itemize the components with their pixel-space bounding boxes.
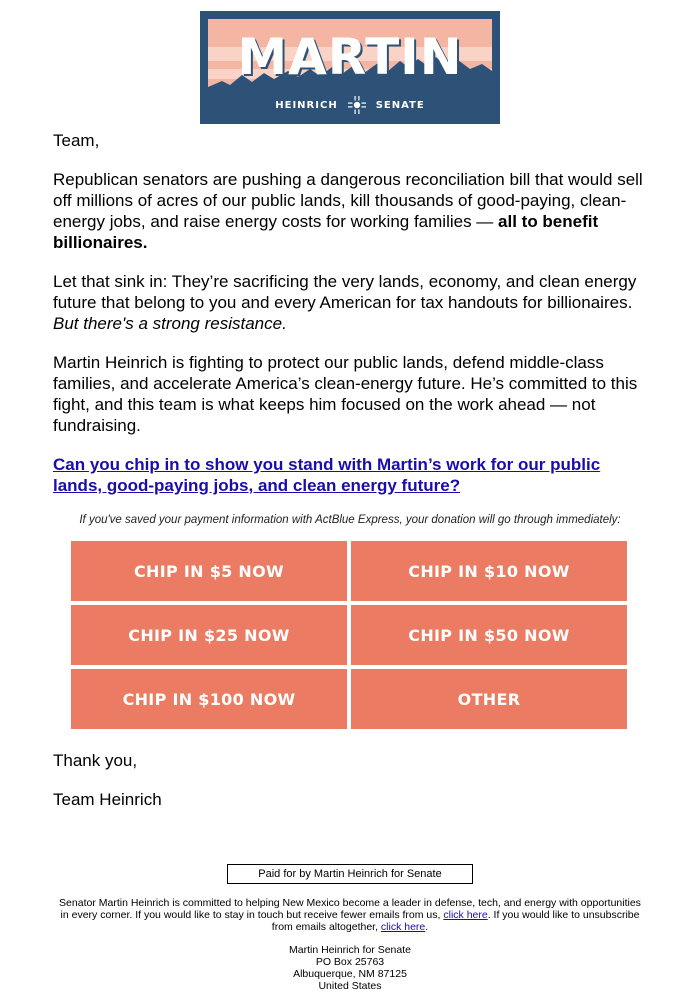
footer-text-2: . If you would like to unsubscribe from emails altogether, [271,909,640,933]
cta-paragraph [53,454,653,496]
paragraph-reconciliation-text: Republican senators are pushing a dangerous reconciliation bill that would sell off millions of acres of our public lands, kill thousands of good-paying, clean-energy jobs, and raise energy costs for working families — [53,170,643,231]
cta-donate-link[interactable]: Can you chip in to show you stand with Martin’s work for our public lands, good-paying jobs, and clean energy future? [53,455,601,495]
paragraph-heinrich: Martin Heinrich is fighting to protect our public lands, defend middle-class families, and accelerate America’s clean-energy future. He’s committed to this fight, and this team is what keeps him focused on the work ahead — not fundraising. [53,353,638,435]
paragraph-reconciliation [53,169,653,253]
mailing-address [0,944,700,992]
logo-wordmark: MARTIN [237,28,463,86]
address-line: Albuquerque, NM 87125 [293,968,407,980]
signature: Team Heinrich [53,790,162,809]
donate-50-button[interactable]: CHIP IN $50 NOW [351,605,627,665]
footer-text-1: Senator Martin Heinrich is committed to helping New Mexico become a leader in defense, tech, and energy with opportunities in every corner. If you would like to stay in touch but receive fewer emails from us, [59,897,641,921]
paragraph-reconciliation-bold: all to benefit billionaires. [53,212,599,252]
logo-sub-left: HEINRICH [275,99,338,111]
address-line: PO Box 25763 [315,956,385,968]
donate-25-button[interactable]: CHIP IN $25 NOW [71,605,347,665]
greeting: Team, [53,131,100,150]
donate-5-button[interactable]: CHIP IN $5 NOW [71,541,347,601]
logo-subline [200,94,500,116]
unsubscribe-link[interactable]: click here [380,921,426,933]
donate-10-button[interactable]: CHIP IN $10 NOW [351,541,627,601]
paid-for-disclaimer: Paid for by Martin Heinrich for Senate [227,864,473,884]
footer-text-3: . [425,921,429,933]
paragraph-sink-in-italic: But there's a strong resistance. [53,314,287,333]
actblue-express-note: If you've saved your payment information with ActBlue Express, your donation will go through immediately: [79,514,621,526]
fewer-emails-link[interactable]: click here [443,909,488,921]
logo-sub-right: SENATE [375,99,425,111]
paragraph-sink-in-text: Let that sink in: They’re sacrificing the very lands, economy, and clean energy future that belong to you and every American for tax handouts for billionaires. [53,272,637,312]
address-line: United States [318,980,382,992]
footer-preferences [55,897,645,933]
address-line: Martin Heinrich for Senate [289,944,411,956]
donate-other-button[interactable]: OTHER [351,669,627,729]
zia-symbol-icon [348,96,366,114]
donation-button-grid [71,541,629,729]
campaign-logo [200,11,500,124]
logo-banner [208,19,492,99]
paragraph-sink-in [53,271,653,334]
signoff: Thank you, [53,751,138,770]
donate-100-button[interactable]: CHIP IN $100 NOW [71,669,347,729]
